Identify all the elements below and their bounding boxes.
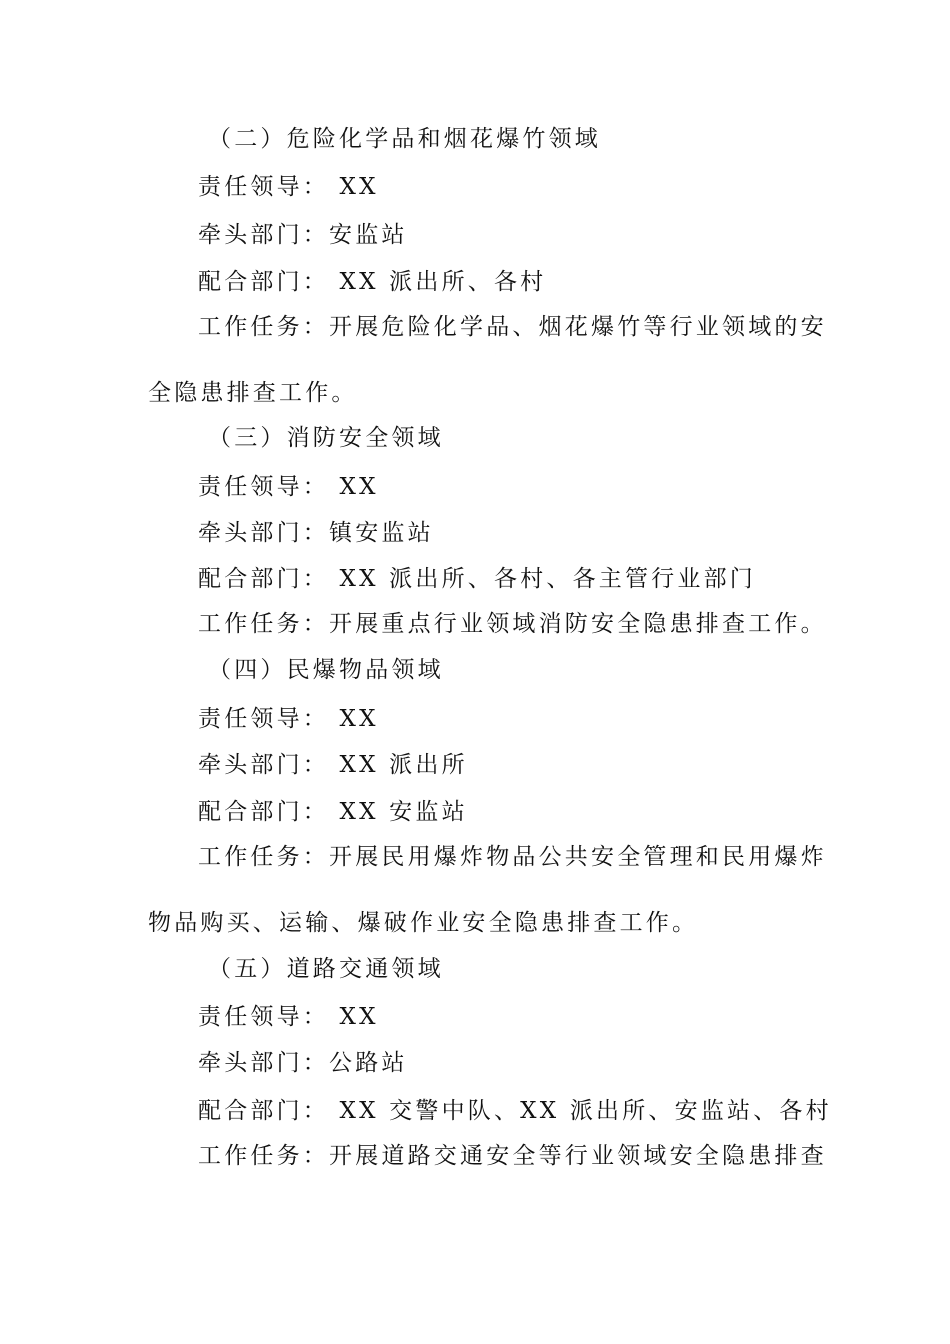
responsible-leader: 责任领导： XX: [198, 706, 379, 732]
cooperating-departments: 配合部门： XX 安监站: [198, 799, 468, 825]
responsible-leader: 责任领导： XX: [198, 1004, 379, 1030]
lead-department: 牵头部门：公路站: [198, 1050, 408, 1076]
responsible-leader: 责任领导： XX: [198, 174, 379, 200]
section-heading: （二）危险化学品和烟花爆竹领域: [208, 126, 601, 152]
work-task: 工作任务：开展危险化学品、烟花爆竹等行业领域的安: [198, 314, 827, 340]
lead-department: 牵头部门：镇安监站: [198, 520, 434, 546]
work-task: 工作任务：开展民用爆炸物品公共安全管理和民用爆炸: [198, 844, 827, 870]
responsible-leader: 责任领导： XX: [198, 474, 379, 500]
work-task: 工作任务：开展重点行业领域消防安全隐患排查工作。: [198, 611, 827, 637]
cooperating-departments: 配合部门： XX 交警中队、XX 派出所、安监站、各村: [198, 1098, 832, 1124]
cooperating-departments: 配合部门： XX 派出所、各村: [198, 269, 547, 295]
lead-department: 牵头部门：安监站: [198, 222, 408, 248]
work-task-continued: 物品购买、运输、爆破作业安全隐患排查工作。: [148, 910, 699, 936]
lead-department: 牵头部门： XX 派出所: [198, 752, 468, 778]
work-task: 工作任务：开展道路交通安全等行业领域安全隐患排查: [198, 1143, 827, 1169]
work-task-continued: 全隐患排查工作。: [148, 380, 358, 406]
section-heading: （三）消防安全领域: [208, 425, 444, 451]
section-heading: （五）道路交通领域: [208, 956, 444, 982]
section-heading: （四）民爆物品领域: [208, 657, 444, 683]
cooperating-departments: 配合部门： XX 派出所、各村、各主管行业部门: [198, 566, 756, 592]
